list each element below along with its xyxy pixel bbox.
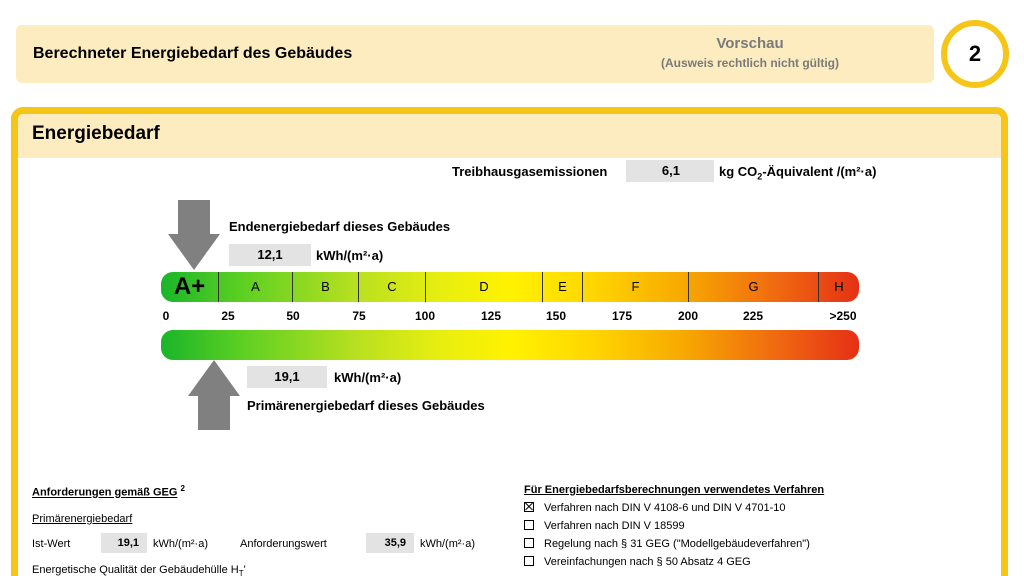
methods-title: Für Energiebedarfsberechnungen verwendetes Verfahren [524,484,825,496]
energy-class-f: F [582,272,688,302]
energy-gradient-bar [161,330,859,360]
section-header [18,114,1001,158]
scale-tick: 125 [480,309,502,323]
energy-class-a-plus: A+ [173,273,206,300]
preview-subtitle: (Ausweis rechtlich nicht gültig) [660,56,839,70]
primary-heading: Primärenergiebedarf [32,513,133,525]
energy-class-d: D [425,272,542,302]
ghg-unit-sub: 2 [757,171,763,182]
energy-class-g: G [688,272,818,302]
method-option [524,502,786,514]
page-number-badge: 2 [941,20,1009,88]
energy-class-e: E [542,272,582,302]
method-option [524,538,810,550]
envelope-label [32,564,246,576]
checkbox-checked-icon[interactable] [524,502,534,512]
primary-energy-label: Primärenergiebedarf dieses Gebäudes [247,398,485,413]
checkbox-icon[interactable] [524,556,534,566]
page-title: Berechneter Energiebedarf des Gebäudes [33,45,353,62]
checkbox-icon[interactable] [524,538,534,548]
scale-tick: 100 [414,309,436,323]
req-unit: kWh/(m²·a) [420,538,475,550]
energy-class-b: B [292,272,358,302]
envelope-label-sub: T [238,569,244,576]
scale-tick: 175 [611,309,633,323]
scale-tick: 75 [352,309,366,323]
section-title: Energiebedarf [32,123,160,144]
primary-energy-unit: kWh/(m²·a) [334,370,402,385]
header-bar [16,25,934,83]
end-energy-unit: kWh/(m²·a) [316,248,384,263]
ghg-unit-prefix: kg CO [719,164,758,179]
preview-notice [650,35,850,70]
energy-class-scale [161,272,859,302]
requirements-title [32,484,185,499]
envelope-label-suffix: ' [243,564,246,576]
end-energy-label: Endenergiebedarf dieses Gebäudes [229,219,451,234]
req-value: 35,9 [366,533,414,553]
end-energy-arrow-icon [166,200,222,272]
requirements-title-sup: 2 [180,484,185,493]
envelope-label-text: Energetische Qualität der Gebäudehülle H [32,564,239,576]
req-label: Anforderungswert [240,538,327,550]
ghg-unit [719,164,876,182]
end-energy-value: 12,1 [229,244,311,266]
ist-unit: kWh/(m²·a) [153,538,208,550]
ist-value: 19,1 [101,533,147,553]
scale-tick: 0 [162,309,170,323]
method-label: Regelung nach § 31 GEG ("Modellgebäudeverfahren") [544,538,810,550]
method-label: Verfahren nach DIN V 18599 [544,520,685,532]
ghg-unit-suffix: -Äquivalent /(m²·a) [762,164,877,179]
ghg-label: Treibhausgasemissionen [452,164,608,179]
scale-tick: 150 [545,309,567,323]
ist-label: Ist-Wert [32,538,71,550]
energy-class-h: H [818,272,859,302]
method-option [524,520,685,532]
primary-energy-value: 19,1 [247,366,327,388]
primary-energy-arrow-icon [186,360,242,432]
scale-tick: 225 [742,309,764,323]
scale-tick: >250 [829,309,857,323]
scale-tick: 50 [286,309,300,323]
energy-class-c: C [358,272,425,302]
method-label: Verfahren nach DIN V 4108-6 und DIN V 4701-10 [544,502,786,514]
scale-tick: 25 [221,309,235,323]
method-option [524,556,751,568]
requirements-title-text: Anforderungen gemäß GEG [32,486,178,499]
checkbox-icon[interactable] [524,520,534,530]
preview-title: Vorschau [716,35,784,52]
method-label: Vereinfachungen nach § 50 Absatz 4 GEG [544,556,751,568]
energy-class-a: A [218,272,292,302]
scale-tick: 200 [677,309,699,323]
ghg-value: 6,1 [626,160,714,182]
